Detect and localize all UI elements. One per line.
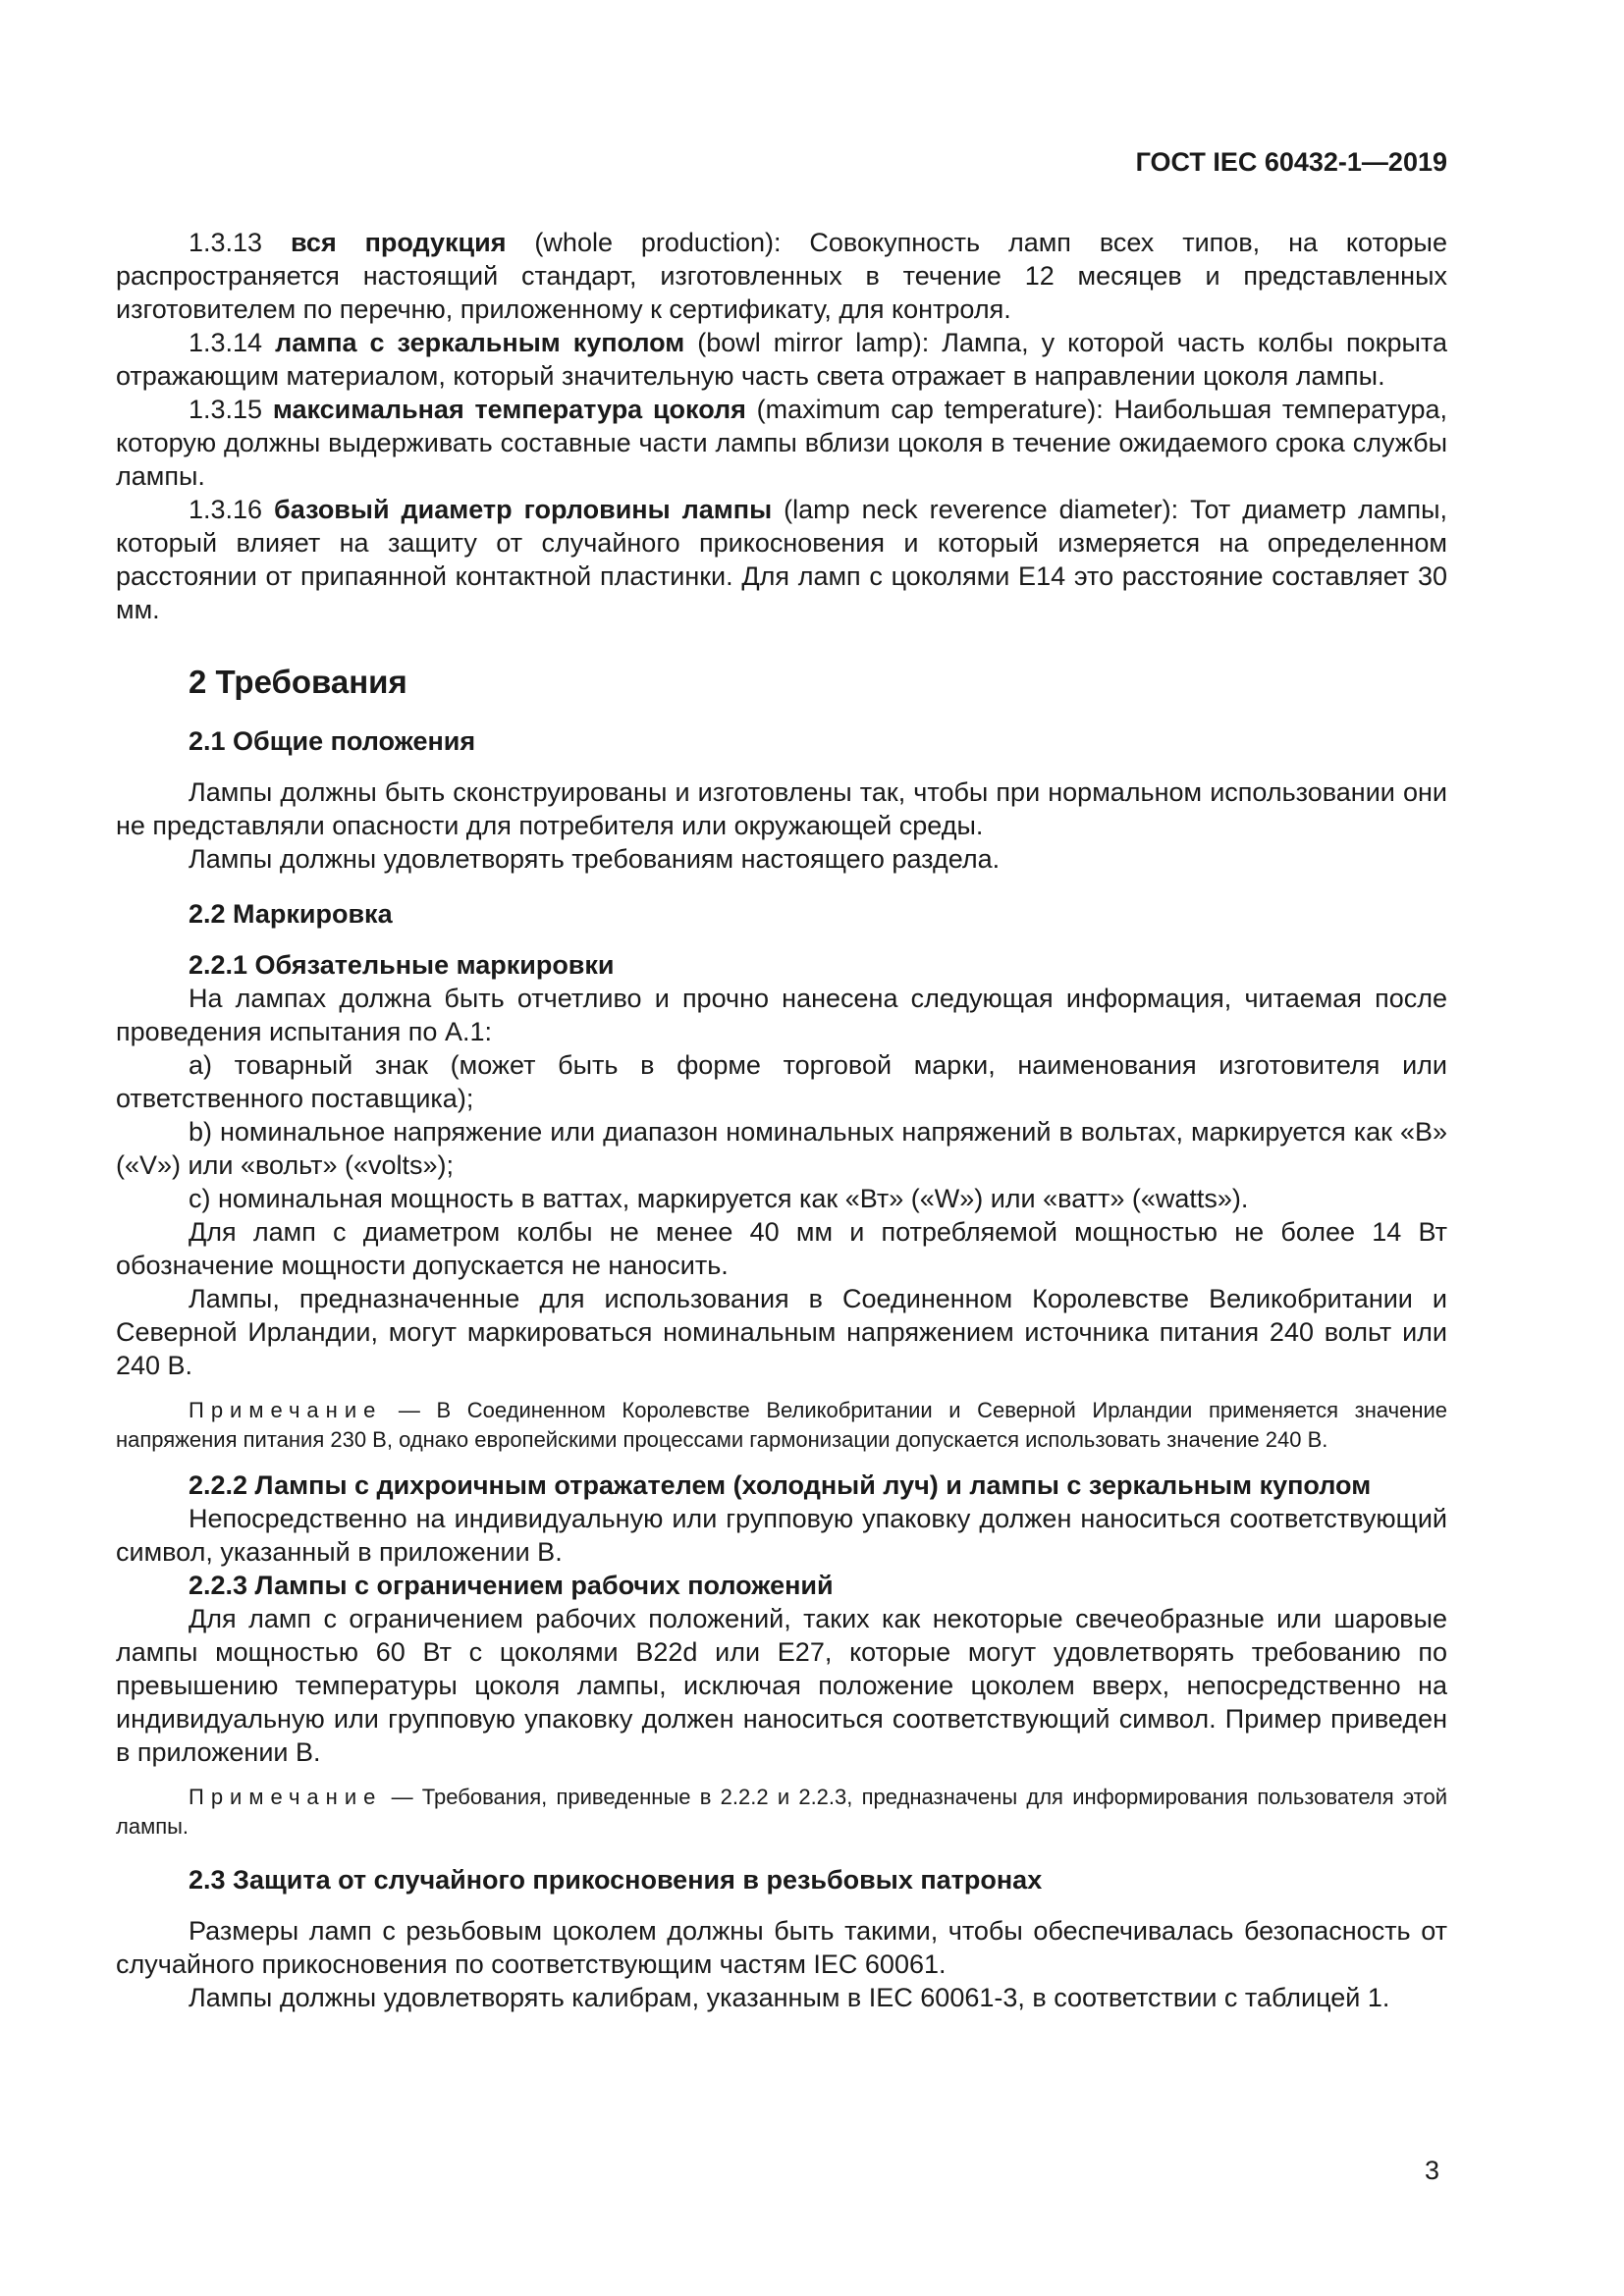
paragraph: Размеры ламп с резьбовым цоколем должны быть такими, чтобы обеспечивалась безопасность от случайного прикосновения по соответствующим частям IEC 60061. (116, 1916, 1447, 1979)
page-content (116, 226, 1447, 2014)
section-2-2-1-heading: 2.2.1 Обязательные маркировки (189, 950, 615, 980)
paragraph: На лампах должна быть отчетливо и прочно нанесена следующая информация, читаемая после проведения испытания по А.1: (116, 984, 1447, 1046)
paragraph: Лампы, предназначенные для использования в Соединенном Королевстве Великобритании и Северной Ирландии, могут маркироваться номинальным напряжением источника питания 240 вольт или 240 В. (116, 1284, 1447, 1380)
list-item-a: a) товарный знак (может быть в форме торговой марки, наименования изготовителя или ответственного поставщика); (116, 1050, 1447, 1113)
paragraph: Лампы должны удовлетворять требованиям настоящего раздела. (189, 844, 1001, 874)
paragraph: Для ламп с ограничением рабочих положений, таких как некоторые свечеобразные или шаровые лампы мощностью 60 Вт с цоколями В22d или Е27, которые могут удовлетворять требованию по превышению температуры цоколя лампы, исключая положение цоколем вверх, непосредственно на индивидуальную или групповую упаковку должен наноситься соответствующий символ. Пример приведен в приложении В. (116, 1604, 1447, 1767)
definition-1-3-15: 1.3.15 максимальная температура цоколя (maximum cap temperature): Наибольшая температура, которую должны выдерживать составные части лампы вблизи цоколя в течение ожидаемого срока службы лампы. (116, 395, 1447, 491)
section-2-1-heading: 2.1 Общие положения (189, 726, 476, 756)
note-1: Примечание — В Соединенном Королевстве Великобритании и Северной Ирландии применяется значение напряжения питания 230 В, однако европейскими процессами гармонизации допускается использовать значение 240 В. (116, 1398, 1447, 1452)
section-2-2-heading: 2.2 Маркировка (189, 899, 393, 929)
document-id: ГОСТ IEC 60432-1—2019 (1135, 147, 1447, 177)
list-item-b: b) номинальное напряжение или диапазон номинальных напряжений в вольтах, маркируется как «В» («V») или «вольт» («volts»); (116, 1117, 1447, 1180)
page-number: 3 (1424, 2156, 1439, 2185)
list-item-c: c) номинальная мощность в ваттах, маркируется как «Вт» («W») или «ватт» («watts»). (189, 1184, 1249, 1213)
section-2-3-heading: 2.3 Защита от случайного прикосновения в резьбовых патронах (189, 1865, 1043, 1895)
paragraph: Лампы должны удовлетворять калибрам, указанным в IEC 60061-3, в соответствии с таблицей 1. (189, 1983, 1390, 2012)
paragraph: Для ламп с диаметром колбы не менее 40 мм и потребляемой мощностью не более 14 Вт обозначение мощности допускается не наносить. (116, 1217, 1447, 1280)
section-2-heading: 2 Требования (189, 664, 407, 700)
paragraph: Непосредственно на индивидуальную или групповую упаковку должен наноситься соответствующий символ, указанный в приложении В. (116, 1504, 1447, 1567)
note-2: Примечание — Требования, приведенные в 2.2.2 и 2.2.3, предназначены для информирования пользователя этой лампы. (116, 1785, 1447, 1839)
section-2-2-3-heading: 2.2.3 Лампы с ограничением рабочих положений (189, 1571, 834, 1600)
paragraph: Лампы должны быть сконструированы и изготовлены так, чтобы при нормальном использовании они не представляли опасности для потребителя или окружающей среды. (116, 777, 1447, 840)
definition-1-3-16: 1.3.16 базовый диаметр горловины лампы (lamp neck reverence diameter): Тот диаметр лампы, который влияет на защиту от случайного прикосновения и который измеряется на определенном расстоянии от припаянной контактной пластинки. Для ламп с цоколями Е14 это расстояние составляет 30 мм. (116, 495, 1448, 624)
definition-1-3-13: 1.3.13 вся продукция (whole production): Совокупность ламп всех типов, на которые распространяется настоящий стандарт, изготовленных в течение 12 месяцев и представленных изготовителем по перечню, приложенному к сертификату, для контроля. (116, 228, 1447, 324)
definition-1-3-14: 1.3.14 лампа с зеркальным куполом (bowl mirror lamp): Лампа, у которой часть колбы покрыта отражающим материалом, который значительную часть света отражает в направлении цоколя лампы. (116, 328, 1447, 391)
section-2-2-2-heading: 2.2.2 Лампы с дихроичным отражателем (холодный луч) и лампы с зеркальным куполом (189, 1470, 1372, 1500)
